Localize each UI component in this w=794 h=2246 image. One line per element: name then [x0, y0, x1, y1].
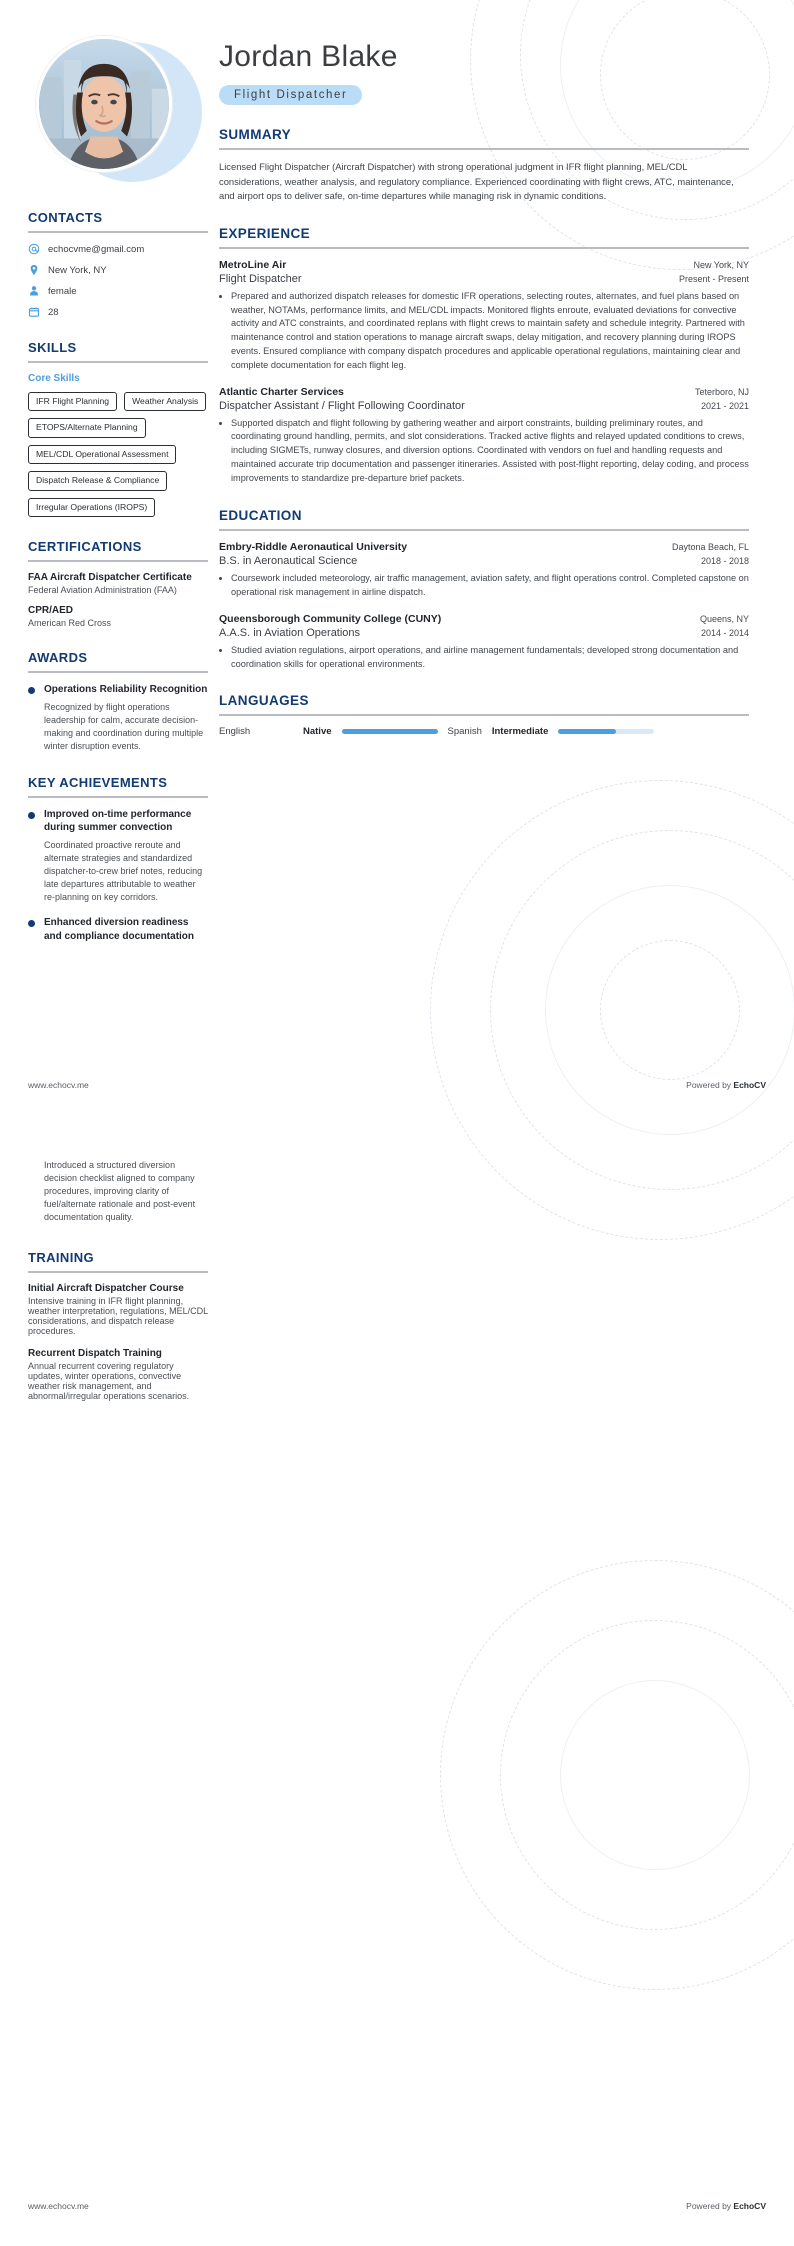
experience-section — [219, 226, 749, 486]
summary-text: Licensed Flight Dispatcher (Aircraft Dispatcher) with strong operational judgment in IFR flight planning, MEL/CDL considerations, weather analysis, and regulatory compliance. Experienced coordinating with flight crews, ATC, maintenance, and airport ops to deliver safe, on-time departures while managing risk in dynamic conditions. — [219, 161, 734, 202]
skills-section — [28, 340, 208, 517]
divider — [28, 231, 208, 233]
language-name: Spanish — [447, 726, 482, 738]
email-icon — [28, 243, 40, 255]
footer-brand — [686, 1080, 766, 1090]
main-content — [219, 0, 749, 737]
footer-powered-brand: EchoCV — [733, 2201, 766, 2211]
award-item — [28, 683, 208, 753]
training-name: Recurrent Dispatch Training — [28, 1348, 162, 1360]
experience-org: Atlantic Charter Services — [219, 385, 344, 398]
award-title: Operations Reliability Recognition — [44, 684, 208, 696]
certification-org: Federal Aviation Administration (FAA) — [28, 585, 177, 596]
contact-age-value: 28 — [48, 306, 59, 318]
skills-heading: SKILLS — [28, 340, 77, 355]
person-icon — [28, 285, 40, 297]
skill-chip-list — [28, 392, 208, 517]
certifications-heading: CERTIFICATIONS — [28, 539, 142, 555]
languages-heading: LANGUAGES — [219, 693, 309, 709]
education-entry — [219, 541, 749, 600]
contact-location — [28, 264, 208, 276]
contacts-heading: CONTACTS — [28, 210, 103, 225]
language-name: English — [219, 726, 251, 738]
bullet-icon — [28, 687, 35, 694]
location-icon — [28, 264, 40, 276]
summary-section — [219, 127, 749, 204]
avatar-photo — [36, 36, 172, 172]
contacts-section — [28, 210, 208, 318]
contact-gender — [28, 285, 208, 297]
skill-chip: Irregular Operations (IROPS) — [28, 498, 155, 517]
divider — [28, 671, 208, 673]
education-bullet: • Coursework included meteorology, air traffic management, aviation safety, and flight operations control. Completed capstone on operational risk management in airline dispatch. — [231, 572, 749, 600]
contact-age — [28, 306, 208, 318]
certification-item — [28, 572, 208, 595]
awards-section — [28, 650, 208, 753]
experience-bullets — [219, 290, 749, 373]
footer-powered-prefix: Powered by — [686, 1080, 734, 1090]
achievement-description: Introduced a structured diversion decision checklist aligned to company procedures, improving clarity of fuel/alternate rationale and post-event documentation quality. — [44, 1160, 196, 1223]
experience-entry — [219, 259, 749, 373]
education-bullets — [219, 644, 749, 672]
language-proficiency-bar — [342, 729, 438, 734]
education-degree: A.A.S. in Aviation Operations — [219, 626, 361, 639]
certification-item — [28, 605, 208, 628]
training-heading: TRAINING — [28, 1250, 95, 1266]
experience-dates: 2021 - 2021 — [700, 400, 749, 411]
footer-brand — [686, 2201, 766, 2211]
training-section — [28, 1250, 208, 1401]
divider — [219, 529, 749, 531]
education-bullet: • Studied aviation regulations, airport operations, and airline management fundamentals; developed strong documentation and coordination skills for operational environments. — [231, 644, 749, 672]
summary-heading: SUMMARY — [219, 127, 292, 142]
role-badge: Flight Dispatcher — [219, 85, 362, 105]
sidebar — [28, 0, 208, 955]
awards-heading: AWARDS — [28, 650, 88, 666]
achievement-item — [28, 916, 208, 943]
certifications-section — [28, 539, 208, 628]
certification-name: CPR/AED — [28, 605, 74, 617]
education-bullets — [219, 572, 749, 600]
experience-role: Dispatcher Assistant / Flight Following Coordinator — [219, 399, 465, 412]
experience-bullets — [219, 417, 749, 486]
experience-location: New York, NY — [693, 259, 749, 270]
training-name: Initial Aircraft Dispatcher Course — [28, 1283, 184, 1295]
education-location: Daytona Beach, FL — [671, 541, 749, 552]
language-proficiency-bar — [558, 729, 654, 734]
page-footer — [28, 1080, 766, 1090]
sidebar-continued — [28, 1159, 208, 1411]
skill-chip: Weather Analysis — [124, 392, 206, 411]
experience-bullet: • Supported dispatch and flight following by gathering weather and airport constraints, building preliminary routes, and coordinating ground handling, permits, and slot considerations. Tracked active flights and relayed updated conditions to crews, including SIGMETs, runway closures, and diversion options. Coordinated with vendors on fuel and handling requests and maintained accurate trip documentation and passenger itineraries. Assisted with post-flight reporting, delay coding, and process improvements to standardize pre-departure brief packets. — [231, 417, 749, 486]
experience-entry — [219, 386, 749, 486]
experience-dates: Present - Present — [678, 273, 749, 284]
education-dates: 2014 - 2014 — [700, 627, 749, 638]
education-org: Queensborough Community College (CUNY) — [219, 612, 442, 625]
avatar — [36, 36, 196, 196]
skill-chip: Dispatch Release & Compliance — [28, 471, 167, 490]
contact-location-value: New York, NY — [48, 264, 107, 276]
key-achievements-heading: KEY ACHIEVEMENTS — [28, 774, 168, 790]
award-description: Recognized by flight operations leadership for calm, accurate decision-making and coordination during multiple winter disruption events. — [44, 701, 204, 751]
contact-gender-value: female — [48, 285, 77, 297]
achievement-item-continued — [28, 1159, 208, 1224]
skill-chip: ETOPS/Alternate Planning — [28, 418, 146, 437]
skill-chip: IFR Flight Planning — [28, 392, 117, 411]
footer-powered-prefix: Powered by — [686, 2201, 734, 2211]
achievement-title: Improved on-time performance during summer convection — [44, 808, 192, 834]
language-level: Native — [303, 726, 332, 738]
divider — [219, 714, 749, 716]
divider — [28, 796, 208, 798]
contact-email[interactable] — [28, 243, 208, 255]
training-description: Annual recurrent covering regulatory updates, winter operations, convective weather risk management, and abnormal/irregular operations scenarios. — [28, 1361, 190, 1402]
achievement-item — [28, 808, 208, 904]
education-entry — [219, 613, 749, 672]
divider — [219, 247, 749, 249]
achievement-description: Coordinated proactive reroute and alternate strategies and standardized dispatcher-to-crew brief notes, reducing late departures attributable to weather re-planning on key corridors. — [44, 839, 203, 903]
divider — [219, 148, 749, 150]
training-item — [28, 1283, 208, 1336]
language-list — [219, 726, 749, 737]
page-title: Jordan Blake — [219, 40, 398, 73]
key-achievements-section — [28, 775, 208, 943]
training-item — [28, 1348, 208, 1401]
skill-chip: MEL/CDL Operational Assessment — [28, 445, 176, 464]
experience-location: Teterboro, NJ — [694, 386, 749, 397]
footer-powered-brand: EchoCV — [733, 1080, 766, 1090]
bullet-icon — [28, 812, 35, 819]
footer-site[interactable]: www.echocv.me — [28, 1080, 89, 1090]
skills-group-title: Core Skills — [28, 373, 80, 384]
training-description: Intensive training in IFR flight planning, weather interpretation, regulations, MEL/CDL considerations, and dispatch release procedures. — [28, 1296, 208, 1337]
contact-email-value: echocvme@gmail.com — [48, 243, 145, 255]
calendar-icon — [28, 306, 40, 318]
education-location: Queens, NY — [699, 613, 749, 624]
education-heading: EDUCATION — [219, 507, 302, 523]
experience-bullet: • Prepared and authorized dispatch releases for domestic IFR operations, selecting routes, alternates, and fuel plans based on weather, NOTAMs, performance limits, and MEL/CDL impacts. Monitored flights enroute, evaluated deviations for convective activity and ATC constraints, and coordinated replans with flight crews to maintain safety and schedule integrity. Partnered with maintenance control and station operations to manage aircraft swaps, delay mitigation, and recovery planning during IROPS events. Ensured compliance with company dispatch procedures and applicable operational regulations, maintaining clear and complete documentation for each flight leg. — [231, 290, 749, 373]
divider — [28, 560, 208, 562]
certification-org: American Red Cross — [28, 618, 112, 629]
certification-name: FAA Aircraft Dispatcher Certificate — [28, 572, 192, 584]
education-org: Embry-Riddle Aeronautical University — [219, 540, 408, 553]
divider — [28, 361, 208, 363]
language-level: Intermediate — [491, 726, 549, 738]
education-degree: B.S. in Aeronautical Science — [219, 555, 358, 568]
bullet-icon — [28, 920, 35, 927]
experience-org: MetroLine Air — [219, 258, 287, 271]
achievement-title: Enhanced diversion readiness and compliance documentation — [44, 917, 195, 942]
page-2 — [0, 1123, 794, 2246]
education-dates: 2018 - 2018 — [700, 556, 749, 567]
divider — [28, 1271, 208, 1273]
education-section — [219, 508, 749, 672]
page-footer — [28, 2201, 766, 2211]
footer-site[interactable]: www.echocv.me — [28, 2201, 89, 2211]
experience-role: Flight Dispatcher — [219, 272, 302, 285]
languages-section — [219, 693, 749, 737]
experience-heading: EXPERIENCE — [219, 225, 311, 241]
